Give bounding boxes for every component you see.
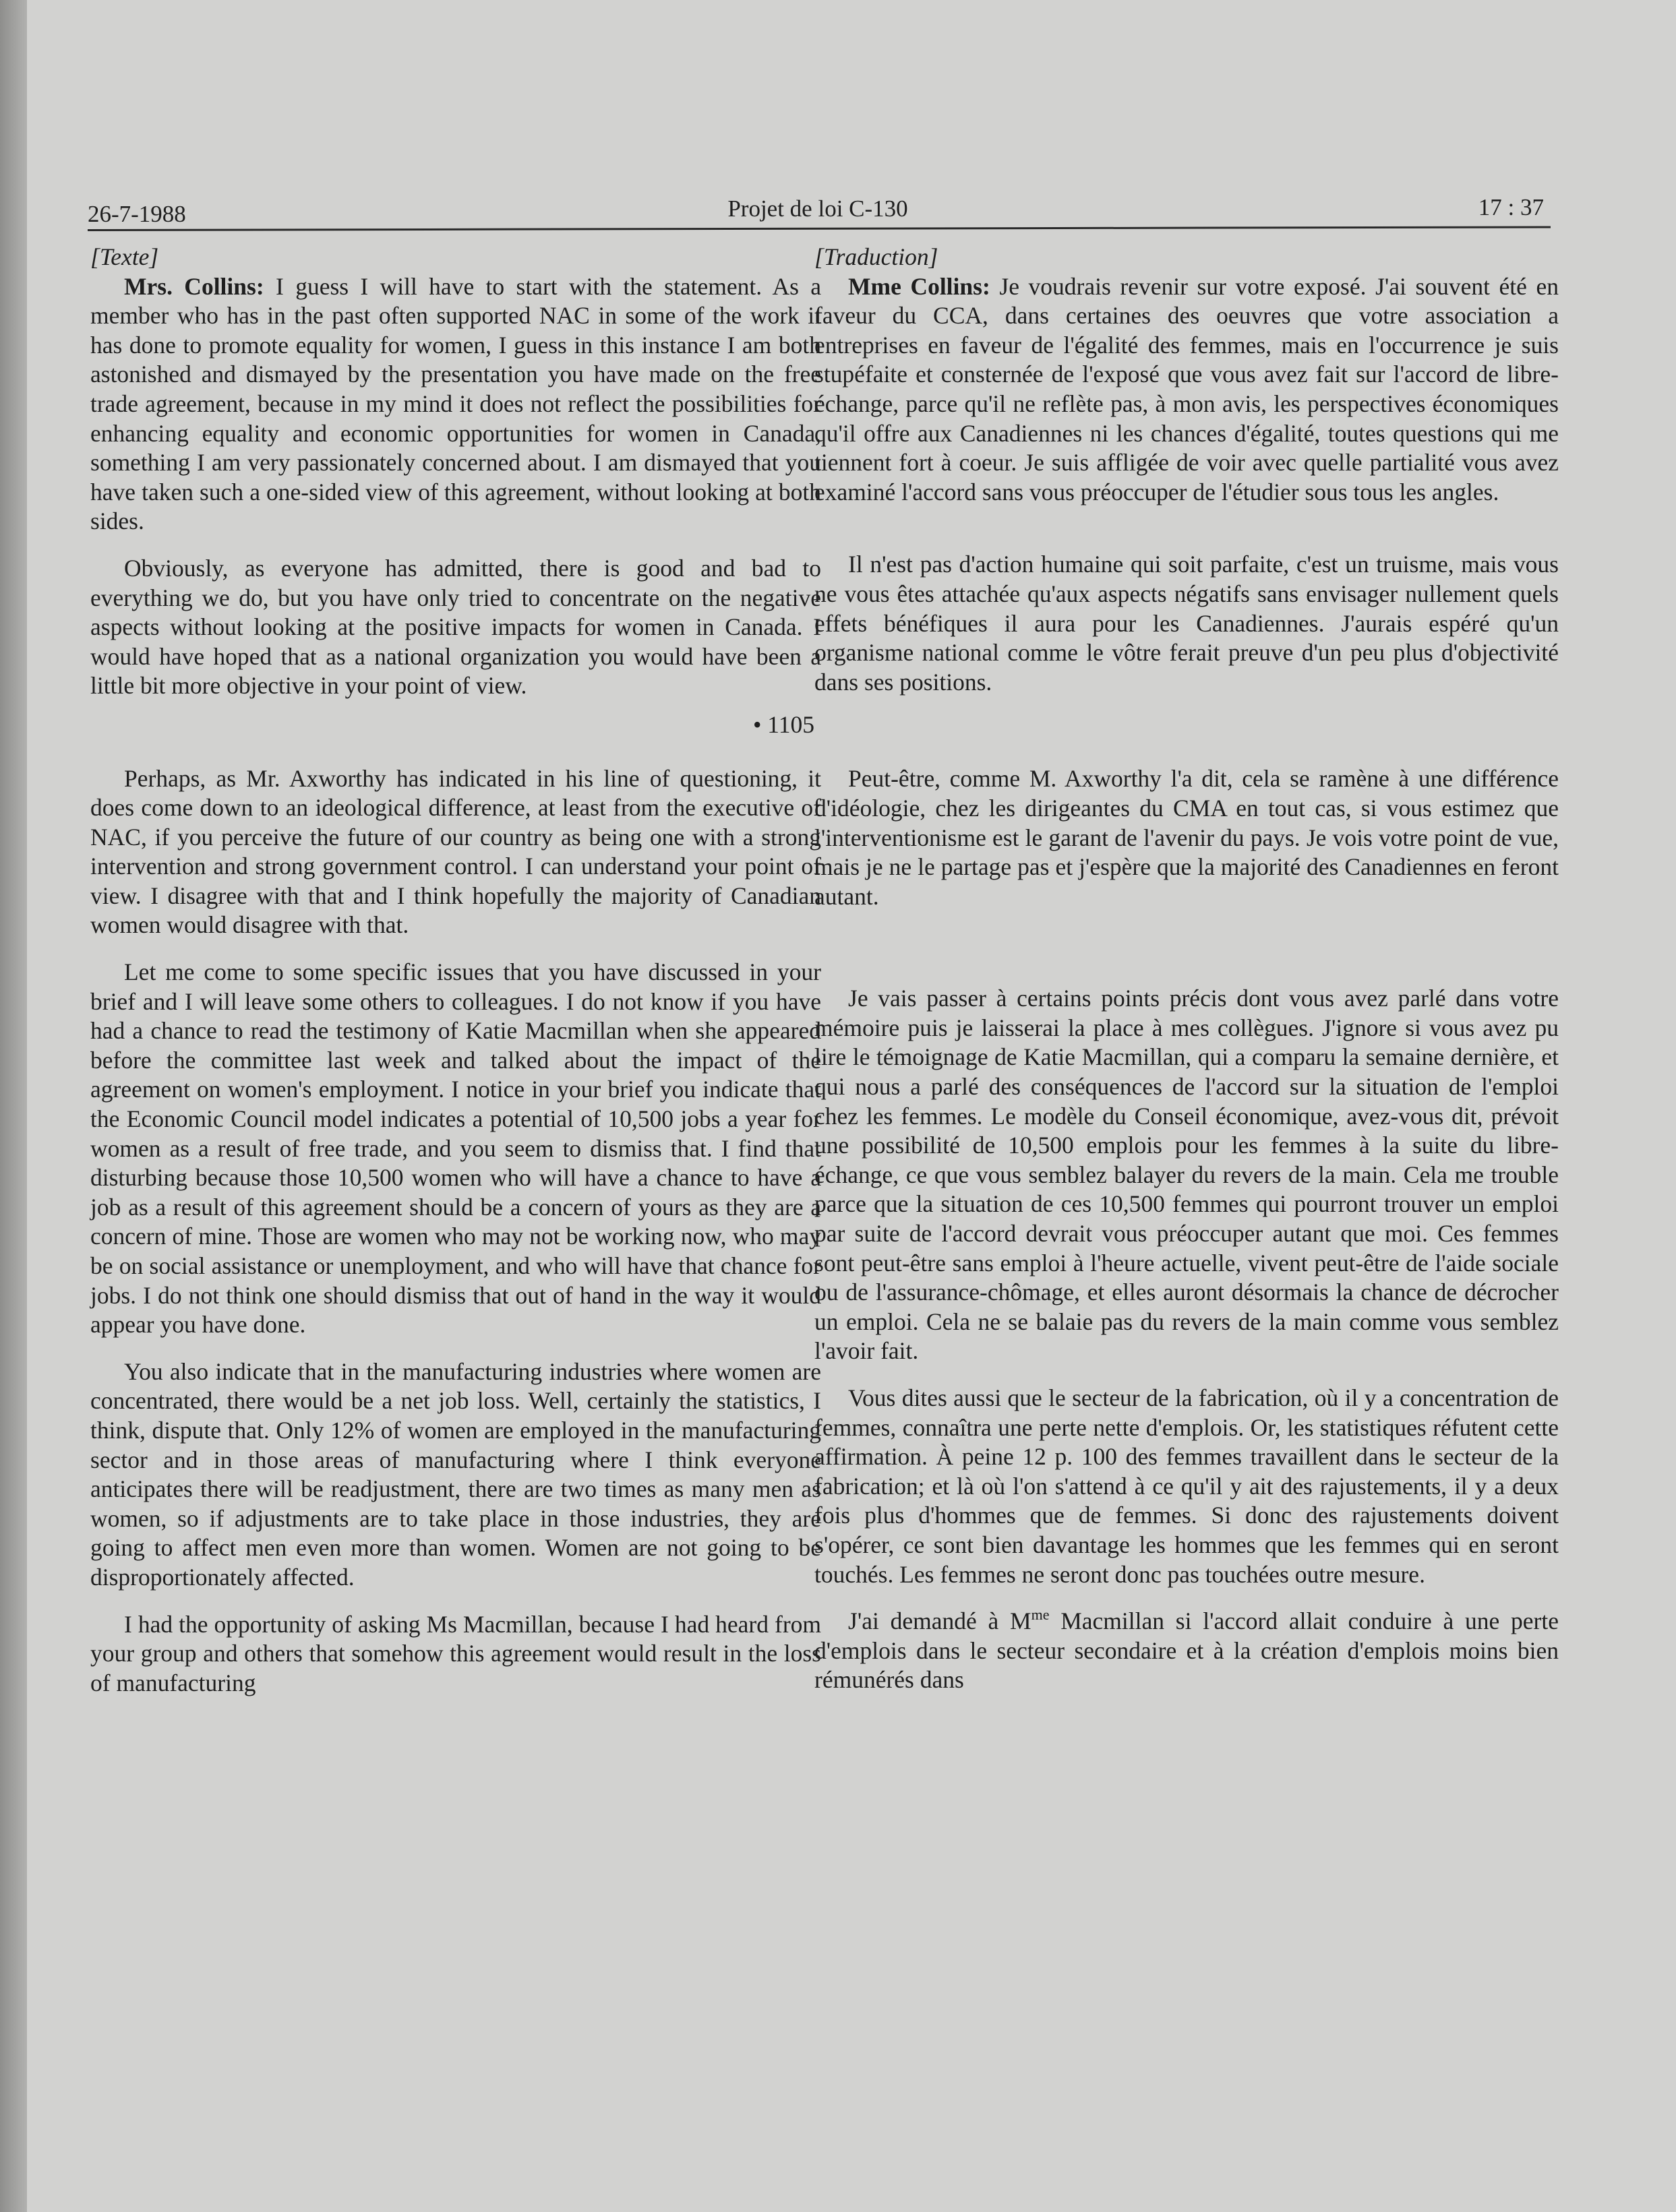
french-paragraph-6-rest: Macmillan si l'accord allait conduire à une perte d'emplois dans le secteur secondaire et à la création d'emplois moins bien rémunérés dans	[814, 1607, 1559, 1694]
time-marker: • 1105	[753, 710, 814, 738]
title-superscript: me	[1031, 1606, 1050, 1624]
english-paragraph-1-text: I guess I will have to start with the statement. As a member who has in the past often supported NAC in some of the work it has done to promote equality for women, I guess in this instance I am both astonished and dismayed by the presentation you have made on the free trade agreement, because in my mind it does not reflect the possibilities for enhancing equality and economic opportunities for women in Canada, something I am very passionately concerned about. I am dismayed that you have taken such a one-sided view of this agreement, without looking at both sides.	[90, 272, 822, 535]
document-page	[27, 0, 1676, 2212]
speaker-name: Mrs. Collins:	[124, 272, 264, 300]
english-paragraph-1	[90, 272, 821, 536]
speaker-name-fr: Mme Collins:	[848, 272, 990, 300]
french-paragraph-1-text: Je voudrais revenir sur votre exposé. J'ai souvent été en faveur du CCA, dans certaines des oeuvres que votre association a entreprises en faveur de l'égalité des femmes, mais en l'occurrence je suis stupéfaite et consternée de l'exposé que vous avez fait sur l'accord de libre-échange, parce qu'il ne reflète pas, à mon avis, les perspectives économiques qu'il offre aux Canadiennes ni les chances d'égalité, toutes questions qui me tiennent fort à coeur. Je suis affligée de voir avec quelle partialité vous avez examiné l'accord sans vous préoccuper de l'étudier sous tous les angles.	[814, 272, 1559, 505]
header-date: 26-7-1988	[88, 201, 186, 227]
english-paragraph-5: You also indicate that in the manufacturing industries where women are concentrated, there would be a net job loss. Well, certainly the statistics, I think, dispute that. Only 12% of women are employed in the manufacturing sector and in those areas of manufacturing where I think everyone anticipates there will be readjustment, there are two times as many men as women, so if adjustments are to take place in those industries, they are going to affect men even more than women. Women are not going to be disproportionately affected.	[90, 1357, 821, 1591]
french-paragraph-4: Je vais passer à certains points précis dont vous avez parlé dans votre mémoire puis je laisserai la place à mes collègues. J'ignore si vous avez pu lire le témoignage de Katie Macmillan, qui a comparu la semaine dernière, et qui nous a parlé des conséquences de l'accord sur la situation de l'emploi chez les femmes. Le modèle du Conseil économique, avez-vous dit, prévoit une possibilité de 10,500 emplois pour les femmes à la suite du libre-échange, ce que vous semblez balayer du revers de la main. Cela me trouble parce que la situation de ces 10,500 femmes qui pourront trouver un emploi par suite de l'accord devrait vous préoccuper autant que moi. Ces femmes sont peut-être sans emploi à l'heure actuelle, vivent peut-être de l'aide sociale ou de l'assurance-chômage, et elles auront désormais la chance de décrocher un emploi. Cela ne se balaie pas du revers de la main comme vous semblez l'avoir fait.	[814, 985, 1559, 1365]
french-paragraph-1	[814, 272, 1559, 508]
translation-tag: [Traduction]	[814, 243, 938, 270]
english-paragraph-2: Obviously, as everyone has admitted, there is good and bad to everything we do, but you have only tried to concentrate on the negative aspects without looking at the positive impacts for women in Canada. I would have hoped that as a national organization you would have been a little bit more objective in your point of view.	[90, 554, 821, 700]
french-paragraph-5: Vous dites aussi que le secteur de la fabrication, où il y a concentration de femmes, connaîtra une perte nette d'emplois. Or, les statistiques réfutent cette affirmation. À peine 12 p. 100 des femmes travaillent dans le secteur de la fabrication; et là où l'on s'attend à ce qu'il y ait des rajustements, il y a deux fois plus d'hommes que de femmes. Si donc des rajustements doivent s'opérer, ce sont bien davantage les hommes que les femmes qui en seront touchés. Les femmes ne seront donc pas touchées outre mesure.	[814, 1384, 1559, 1588]
english-paragraph-3: Perhaps, as Mr. Axworthy has indicated in his line of questioning, it does come down to an ideological difference, at least from the executive of NAC, if you perceive the future of our country as being one with a strong intervention and strong government control. I can understand your point of view. I disagree with that and I think hopefully the majority of Canadian women would disagree with that.	[90, 764, 821, 939]
french-column	[814, 243, 1559, 1695]
french-paragraph-2: Il n'est pas d'action humaine qui soit parfaite, c'est un truisme, mais vous ne vous êtes attachée qu'aux aspects négatifs sans envisager nullement quels effets bénéfiques il aura pour les Canadiennes. J'aurais espéré qu'un organisme national comme le vôtre ferait preuve d'un peu plus d'objectivité dans ses positions.	[814, 551, 1559, 696]
french-paragraph-6	[814, 1607, 1559, 1695]
english-column	[90, 243, 821, 1698]
french-paragraph-3: Peut-être, comme M. Axworthy l'a dit, cela se ramène à une différence d'idéologie, chez les dirigeantes du CMA en tout cas, si vous estimez que l'interventionisme est le garant de l'avenir du pays. Je vois votre point de vue, mais je ne le partage pas et j'espère que la majorité des Canadiennes en feront autant.	[814, 765, 1559, 910]
header-page-number: 17 : 37	[1478, 194, 1544, 220]
page-header	[85, 189, 1551, 229]
text-tag: [Texte]	[90, 243, 159, 270]
english-paragraph-4: Let me come to some specific issues that you have discussed in your brief and I will leave some others to colleagues. I do not know if you have had a chance to read the testimony of Katie Macmillan when she appeared before the committee last week and talked about the impact of the agreement on women's employment. I notice in your brief you indicate that the Economic Council model indicates a potential of 10,500 jobs a year for women as a result of free trade, and you seem to dismiss that. I find that disturbing because those 10,500 women who will have a chance to have a job as a result of this agreement should be a concern of yours as they are a concern of mine. Those are women who may not be working now, who may be on social assistance or unemployment, and who will have that chance for jobs. I do not think one should dismiss that out of hand in the way it would appear you have done.	[90, 958, 821, 1339]
french-paragraph-6-start: J'ai demandé à M	[848, 1607, 1031, 1635]
header-title: Projet de loi C-130	[727, 195, 908, 222]
english-paragraph-6: I had the opportunity of asking Ms Macmillan, because I had heard from your group and others that somehow this agreement would result in the loss of manufacturing	[90, 1610, 821, 1696]
